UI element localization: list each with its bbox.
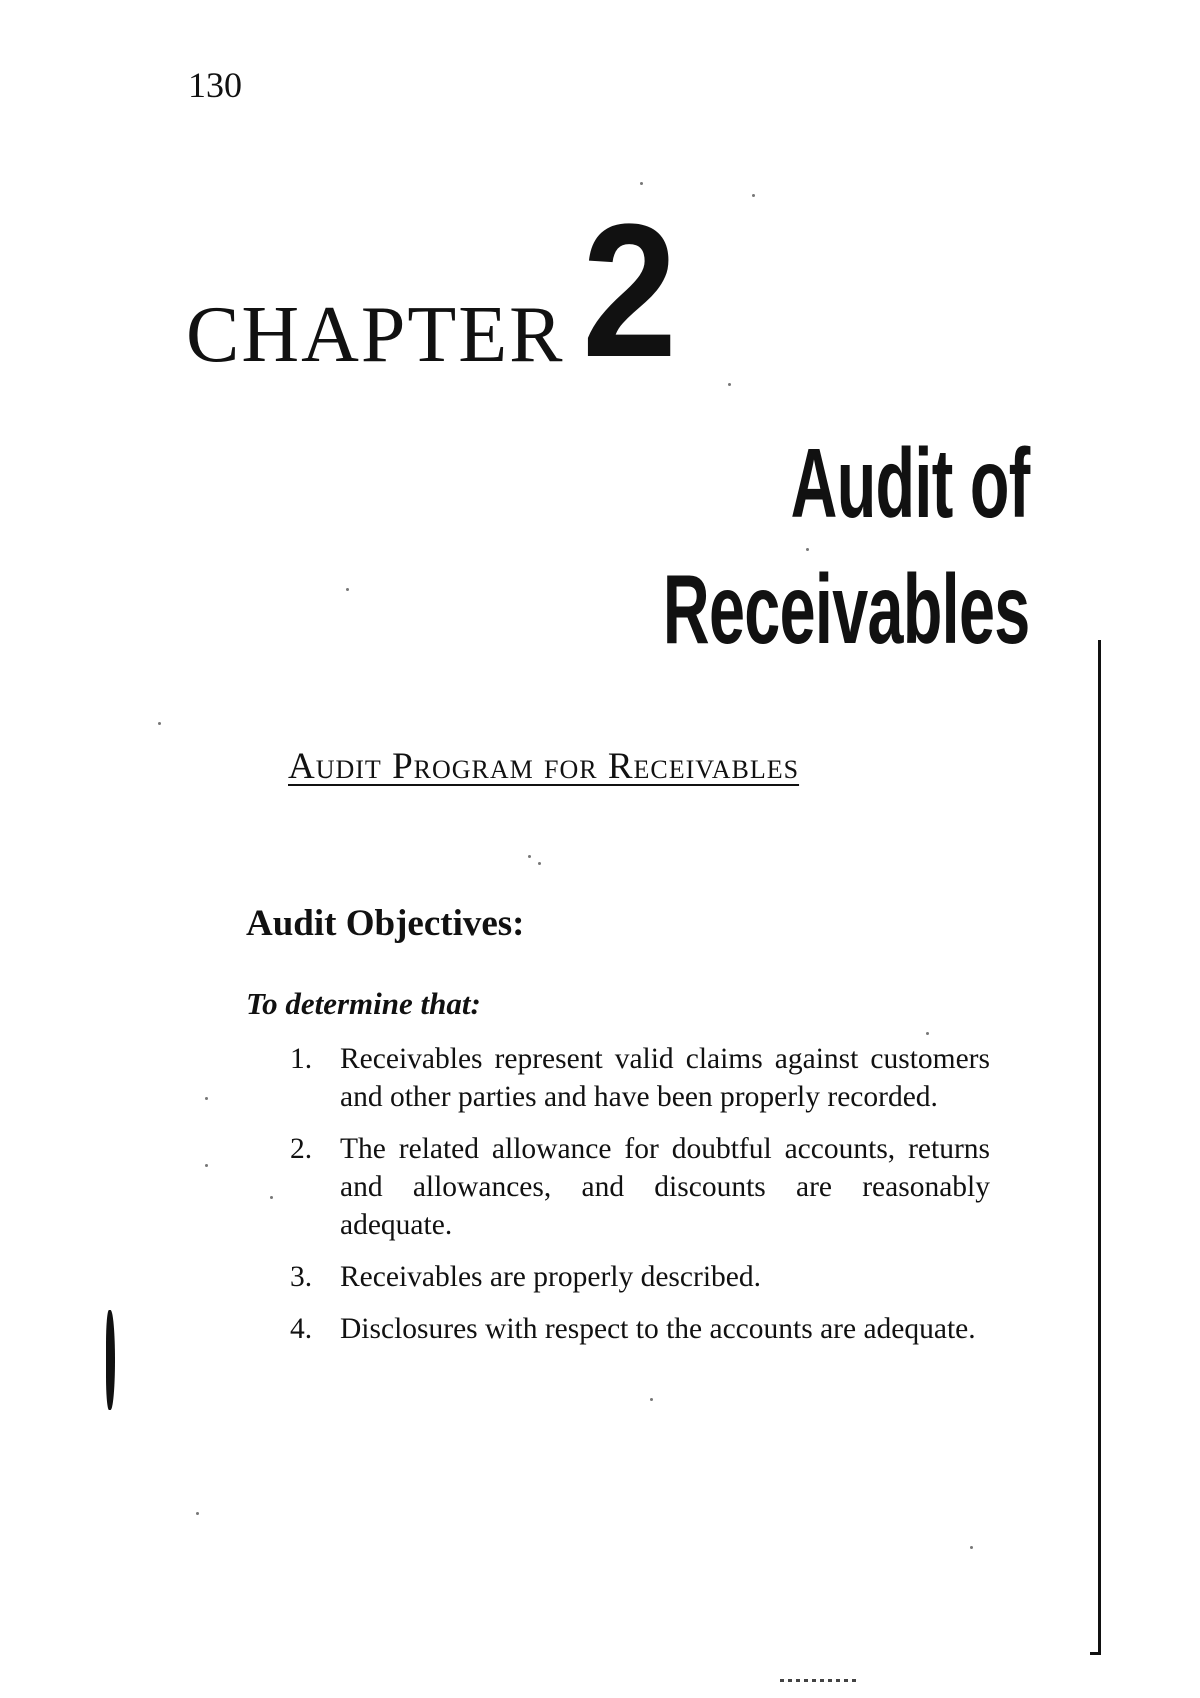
scan-artifact xyxy=(780,1679,860,1682)
scan-speck xyxy=(205,1164,208,1167)
chapter-title xyxy=(663,420,1030,672)
chapter-title-line-1: Audit of xyxy=(791,428,1030,538)
scan-speck xyxy=(196,1512,199,1515)
objective-number: 1. xyxy=(290,1043,313,1075)
scan-speck xyxy=(528,855,531,858)
objective-item-4 xyxy=(290,1310,990,1348)
objective-item-3 xyxy=(290,1258,990,1296)
chapter-number: 2 xyxy=(582,185,678,397)
scan-speck xyxy=(270,1196,273,1199)
scan-speck xyxy=(640,182,643,185)
page-edge-rule-tick xyxy=(1090,1652,1100,1655)
scan-speck xyxy=(538,862,541,865)
scan-speck xyxy=(346,588,349,591)
scan-speck xyxy=(728,383,731,386)
scan-speck xyxy=(650,1398,653,1401)
scan-speck xyxy=(970,1546,973,1549)
section-heading: Audit Program for Receivables xyxy=(288,746,800,787)
objectives-lead: To determine that: xyxy=(246,986,481,1021)
chapter-label: CHAPTER xyxy=(186,291,565,379)
objective-item-1 xyxy=(290,1040,990,1116)
objective-text: Receivables are properly described. xyxy=(340,1261,761,1293)
binding-mark xyxy=(106,1310,115,1410)
page-edge-rule xyxy=(1098,640,1101,1655)
objectives-heading: Audit Objectives: xyxy=(246,903,525,944)
objective-number: 2. xyxy=(290,1133,313,1165)
scan-speck xyxy=(926,1032,929,1035)
chapter-title-line-2: Receivables xyxy=(663,554,1030,664)
objective-item-2 xyxy=(290,1130,990,1244)
objective-number: 3. xyxy=(290,1261,313,1293)
objective-text: Receivables represent valid claims against customers and other parties and have been properly recorded. xyxy=(340,1043,990,1113)
scan-speck xyxy=(752,194,755,197)
objectives-list xyxy=(290,1040,990,1362)
scan-speck xyxy=(205,1097,208,1100)
scan-speck xyxy=(158,722,161,725)
scan-speck xyxy=(806,548,809,551)
page-number: 130 xyxy=(188,65,242,105)
objective-number: 4. xyxy=(290,1313,313,1345)
objective-text: The related allowance for doubtful accounts, returns and allowances, and discounts are reasonably adequate. xyxy=(340,1133,990,1241)
objective-text: Disclosures with respect to the accounts are adequate. xyxy=(340,1313,976,1345)
